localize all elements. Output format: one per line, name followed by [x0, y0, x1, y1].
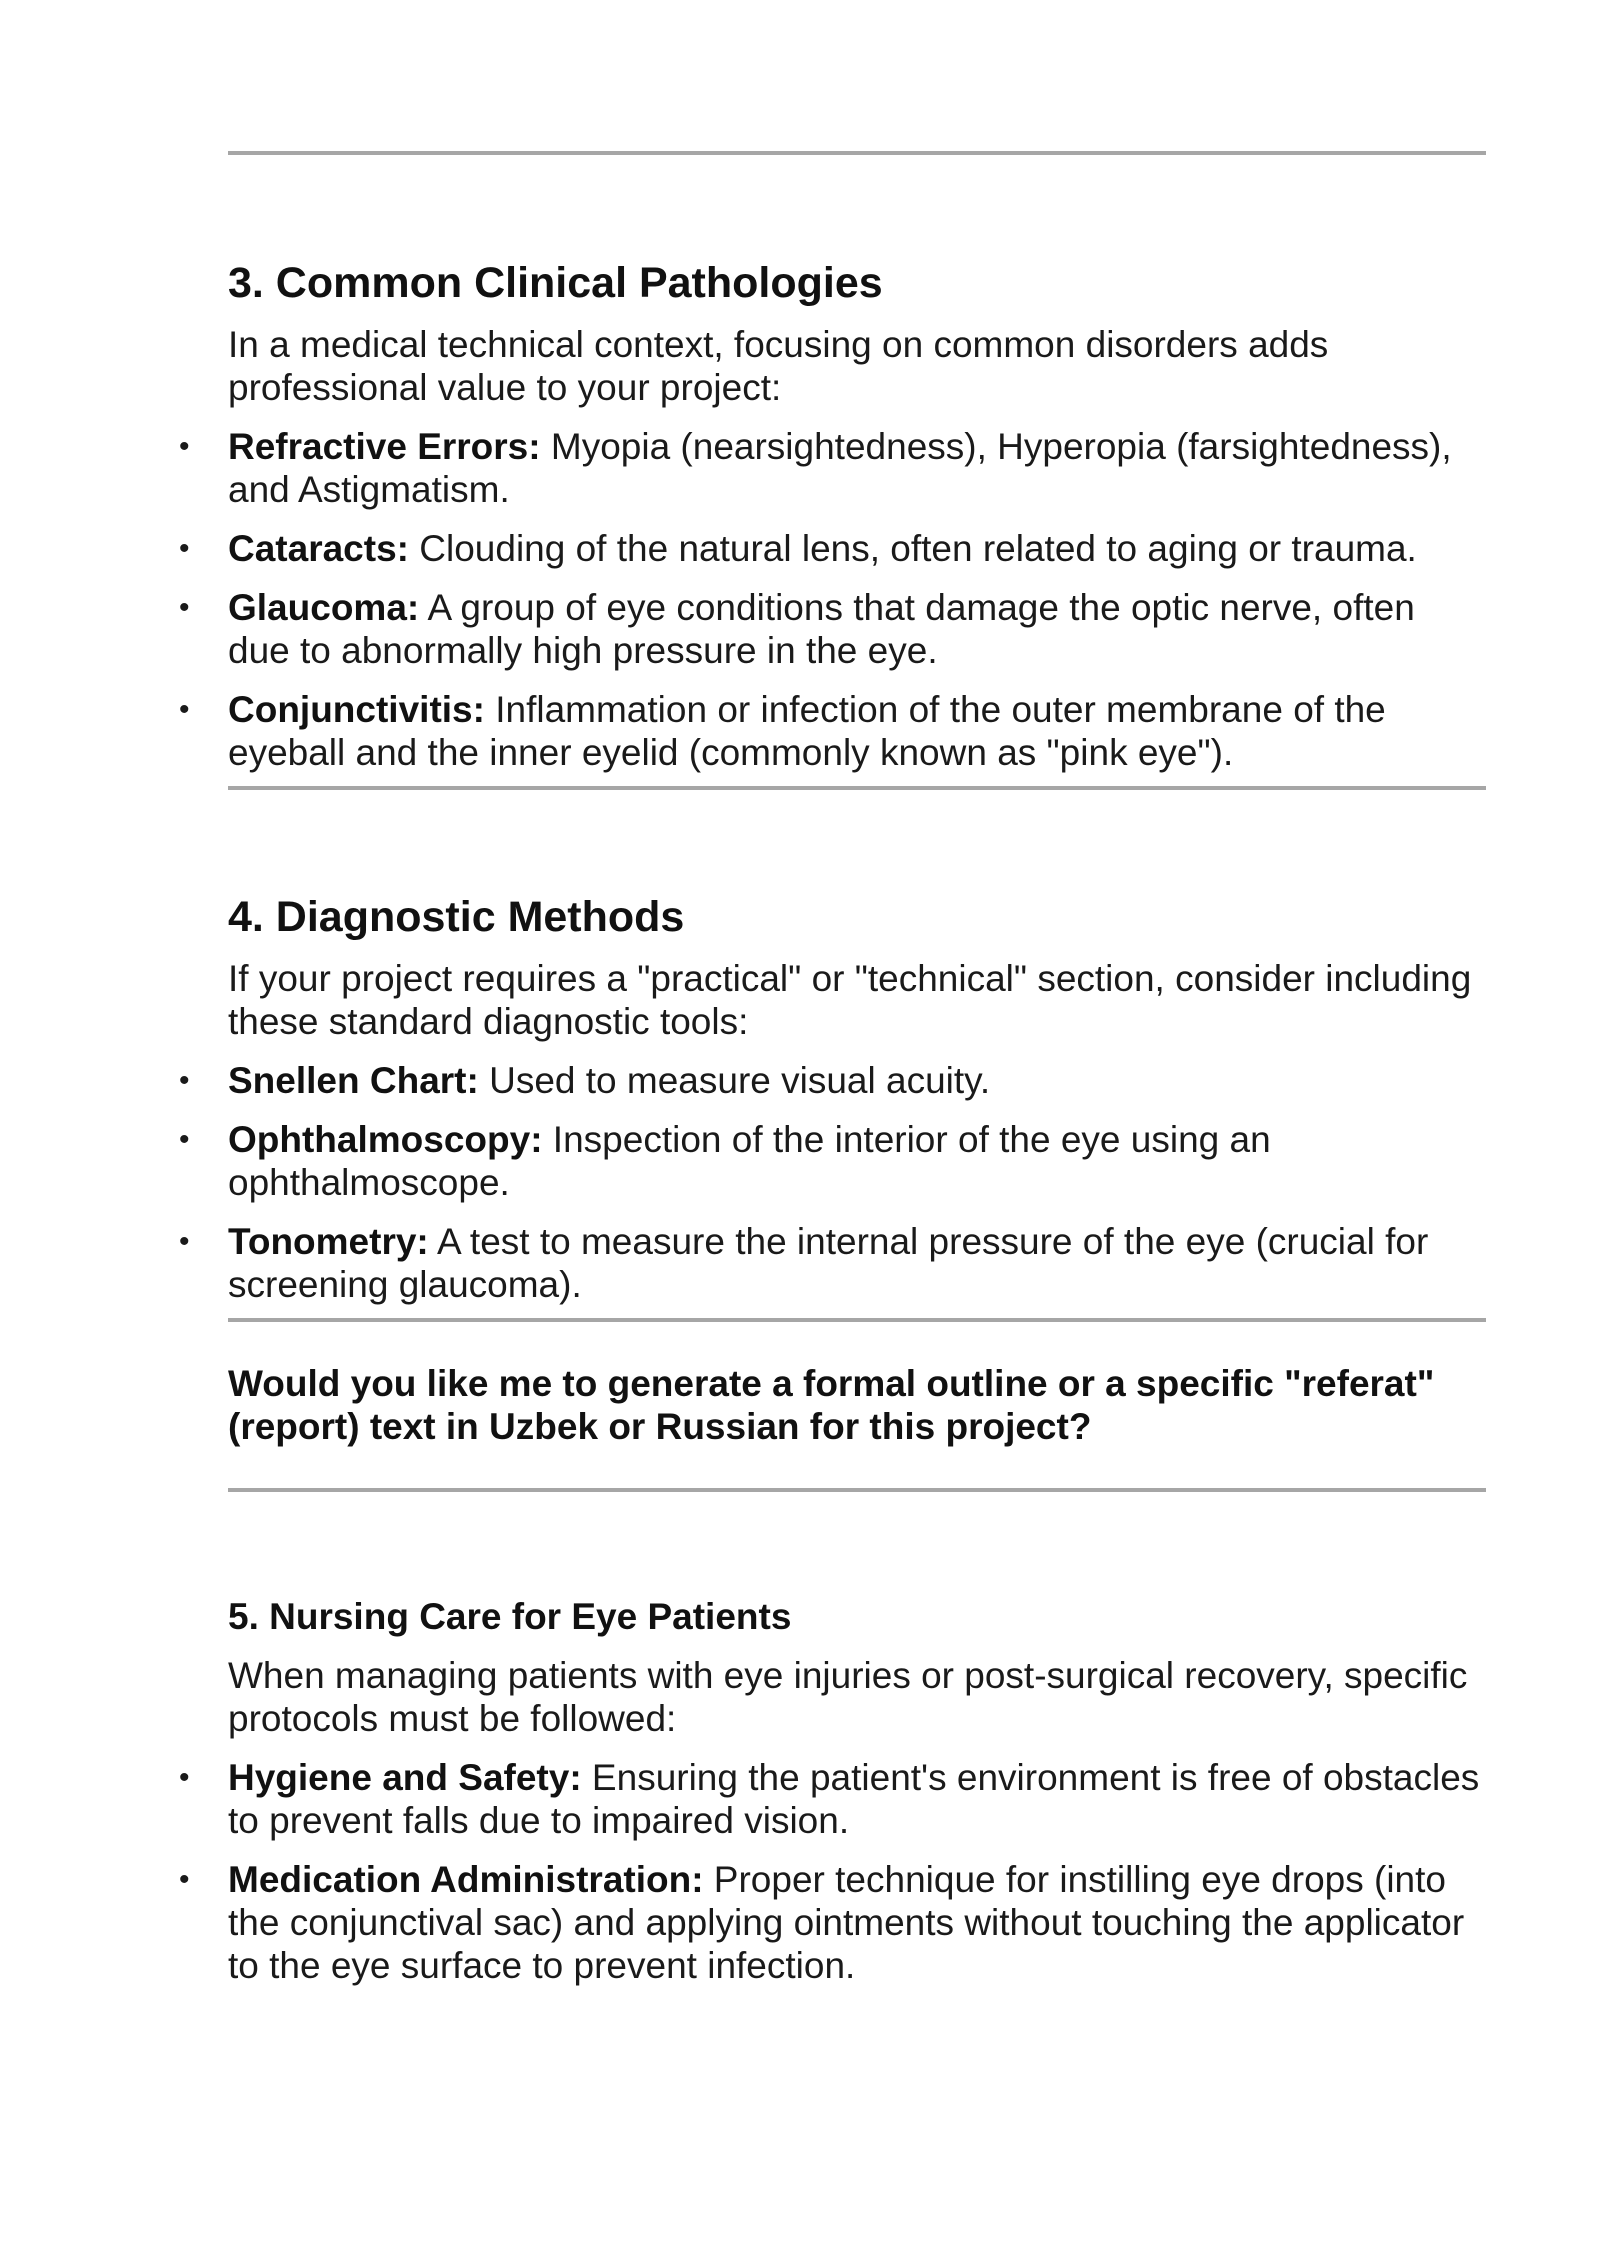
item-term: Ophthalmoscopy:	[228, 1119, 543, 1160]
list-item	[179, 1858, 1486, 1987]
bullet-icon: •	[179, 1225, 190, 1258]
document-page	[179, 0, 1486, 1987]
bullet-icon: •	[179, 1123, 190, 1156]
bullet-icon: •	[179, 1064, 190, 1097]
bullet-list	[179, 425, 1486, 774]
bullet-icon: •	[179, 1761, 190, 1794]
bullet-icon: •	[179, 693, 190, 726]
item-term: Cataracts:	[228, 528, 409, 569]
section-intro: When managing patients with eye injuries or post-surgical recovery, specific protocols must be followed:	[228, 1655, 1468, 1739]
item-text: A group of eye conditions that damage the optic nerve, often due to abnormally high pressure in the eye.	[228, 587, 1415, 671]
bullet-icon: •	[179, 430, 190, 463]
item-text: Myopia (nearsightedness), Hyperopia (farsightedness), and Astigmatism.	[228, 426, 1452, 510]
section-diagnostic-methods	[179, 892, 1486, 1306]
item-term: Glaucoma:	[228, 587, 420, 628]
divider	[228, 1318, 1486, 1322]
section-intro: If your project requires a "practical" or "technical" section, consider including these standard diagnostic tools:	[228, 958, 1472, 1042]
list-item	[179, 1220, 1486, 1306]
item-term: Snellen Chart:	[228, 1060, 479, 1101]
item-text: Inspection of the interior of the eye using an ophthalmoscope.	[228, 1119, 1271, 1203]
divider	[228, 151, 1486, 155]
list-item	[179, 527, 1486, 570]
item-text: A test to measure the internal pressure of the eye (crucial for screening glaucoma).	[228, 1221, 1429, 1305]
list-item	[179, 425, 1486, 511]
item-text: Inflammation or infection of the outer membrane of the eyeball and the inner eyelid (commonly known as "pink eye").	[228, 689, 1386, 773]
list-item	[179, 688, 1486, 774]
section-heading: 3. Common Clinical Pathologies	[228, 259, 883, 307]
item-term: Hygiene and Safety:	[228, 1757, 582, 1798]
list-item	[179, 1756, 1486, 1842]
list-item	[179, 586, 1486, 672]
item-text: Ensuring the patient's environment is free of obstacles to prevent falls due to impaired vision.	[228, 1757, 1480, 1841]
item-term: Refractive Errors:	[228, 426, 541, 467]
list-item	[179, 1118, 1486, 1204]
divider	[228, 1488, 1486, 1492]
section-intro: In a medical technical context, focusing on common disorders adds professional value to your project:	[228, 324, 1329, 408]
item-term: Conjunctivitis:	[228, 689, 485, 730]
item-text: Clouding of the natural lens, often related to aging or trauma.	[408, 528, 1417, 569]
section-heading: 5. Nursing Care for Eye Patients	[228, 1596, 792, 1637]
bullet-list	[179, 1059, 1486, 1306]
divider	[228, 786, 1486, 790]
item-text: Proper technique for instilling eye drops (into the conjunctival sac) and applying ointments without touching the applicator to the eye surface to prevent infection.	[228, 1859, 1465, 1986]
item-term: Tonometry:	[228, 1221, 429, 1262]
item-term: Medication Administration:	[228, 1859, 704, 1900]
list-item	[179, 1059, 1486, 1102]
bullet-icon: •	[179, 591, 190, 624]
section-nursing-care	[179, 1594, 1486, 1987]
bullet-list	[179, 1756, 1486, 1987]
bullet-icon: •	[179, 532, 190, 565]
section-common-clinical-pathologies	[179, 258, 1486, 774]
follow-up-question: Would you like me to generate a formal outline or a specific "referat" (report) text in Uzbek or Russian for this project?	[228, 1363, 1435, 1447]
bullet-icon: •	[179, 1863, 190, 1896]
item-text: Used to measure visual acuity.	[478, 1060, 991, 1101]
section-heading: 4. Diagnostic Methods	[228, 893, 685, 941]
